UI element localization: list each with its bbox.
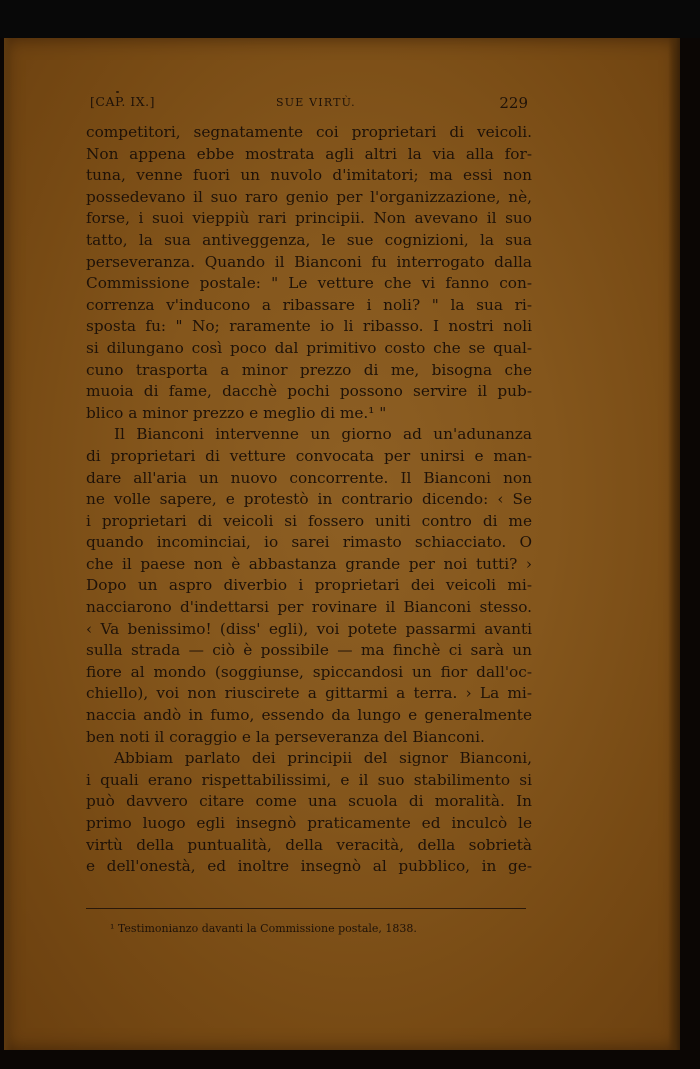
page-number: 229 <box>499 94 528 112</box>
text-line: chiello), voi non riuscirete a gittarmi a terra. › La mi- <box>86 684 532 703</box>
text-line: fiore al mondo (soggiunse, spiccandosi un fior dall'oc- <box>86 662 532 681</box>
text-line: Non appena ebbe mostrata agli altri la via alla for- <box>86 144 532 163</box>
text-line: di proprietari di vetture convocata per unirsi e man- <box>86 446 532 465</box>
text-line: può davvero citare come una scuola di moralità. In <box>86 792 532 811</box>
page-text-block <box>86 88 532 878</box>
text-line: muoia di fame, dacchè pochi possono servire il pub- <box>86 382 532 401</box>
text-line: correnza v'inducono a ribassare i noli? " la sua ri- <box>86 295 532 314</box>
page-left-edge <box>4 38 12 1050</box>
text-line: Dopo un aspro diverbio i proprietari dei veicoli mi- <box>86 576 532 595</box>
text-line: tuna, venne fuori un nuvolo d'imitatori; ma essi non <box>86 166 532 185</box>
text-line: perseveranza. Quando il Bianconi fu interrogato dalla <box>86 252 532 271</box>
text-line: blico a minor prezzo e meglio di me.¹ " <box>86 403 387 422</box>
text-line: cuno trasporta a minor prezzo di me, bisogna che <box>86 360 532 379</box>
footnote-divider <box>86 908 526 909</box>
text-line: Il Bianconi intervenne un giorno ad un'adunanza <box>114 425 532 444</box>
scan-top-border <box>0 0 700 38</box>
body-text <box>86 122 532 878</box>
text-line: possedevano il suo raro genio per l'organizzazione, nè, <box>86 187 532 206</box>
text-line: i quali erano rispettabilissimi, e il suo stabilimento si <box>86 770 532 789</box>
text-line: Commissione postale: " Le vetture che vi fanno con- <box>86 274 532 293</box>
text-line: ‹ Va benissimo! (diss' egli), voi potete passarmi avanti <box>86 619 532 638</box>
text-line: forse, i suoi vieppiù rari principii. Non avevano il suo <box>86 209 532 228</box>
page-right-edge <box>668 38 680 1050</box>
text-line: nacciarono d'indettarsi per rovinare il Bianconi stesso. <box>86 598 532 617</box>
chapter-label: [CAP. IX.] <box>90 94 155 109</box>
text-line: che il paese non è abbastanza grande per noi tutti? › <box>86 554 532 573</box>
text-line: sulla strada — ciò è possibile — ma finchè ci sarà un <box>86 641 532 660</box>
text-line: sposta fu: " No; raramente io li ribasso. I nostri noli <box>86 317 532 336</box>
text-line: tatto, la sua antiveggenza, le sue cognizioni, la sua <box>86 230 532 249</box>
text-line: ben noti il coraggio e la perseveranza del Bianconi. <box>86 727 485 746</box>
running-header <box>86 88 532 122</box>
text-line: dare all'aria un nuovo concorrente. Il Bianconi non <box>86 468 532 487</box>
text-line: competitori, segnatamente coi proprietari di veicoli. <box>86 123 532 141</box>
text-line: Abbiam parlato dei principii del signor Bianconi, <box>114 749 532 768</box>
text-line: i proprietari di veicoli si fossero uniti contro di me <box>86 511 532 530</box>
text-line: ne volle sapere, e protestò in contrario dicendo: ‹ Se <box>86 490 532 509</box>
text-line: primo luogo egli insegnò praticamente ed inculcò le <box>86 814 532 832</box>
text-line: virtù della puntualità, della veracità, della sobrietà <box>86 835 532 854</box>
text-line: e dell'onestà, ed inoltre insegnò al pubblico, in ge- <box>86 857 532 876</box>
footnote: ¹ Testimonianzo davanti la Commissione postale, 1838. <box>110 922 417 935</box>
text-line: naccia andò in fumo, essendo da lungo e generalmente <box>86 706 532 725</box>
text-line: quando incominciai, io sarei rimasto schiacciato. O <box>86 533 532 552</box>
running-title: SUE VIRTÙ. <box>276 96 356 109</box>
text-line: si dilungano così poco dal primitivo costo che se qual- <box>86 338 532 357</box>
